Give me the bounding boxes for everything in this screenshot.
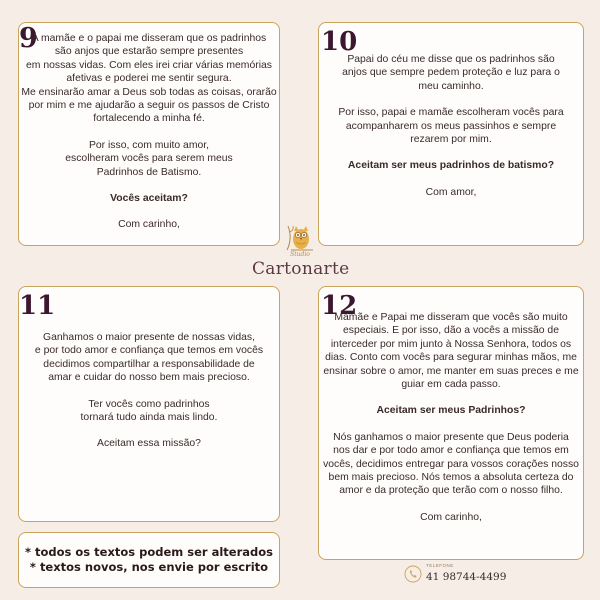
text-line: afetivas e poderei me sentir segura. bbox=[66, 73, 232, 85]
question-text: Aceitam ser meus Padrinhos? bbox=[376, 405, 526, 417]
text-line: são anjos que estarão sempre presentes bbox=[54, 46, 244, 58]
phone-number: 41 98744-4499 bbox=[426, 571, 507, 583]
note-line: * textos novos, nos envie por escrito bbox=[29, 560, 269, 574]
card-number: 9 bbox=[19, 23, 38, 54]
text-line: dias. Conto com vocês para segurar minhas mãos, me bbox=[325, 352, 577, 364]
text-line: ensinar sobre o amor, me manter em suas preces e me bbox=[323, 365, 579, 377]
text-line: e por todo amor e confiança que temos em vocês bbox=[34, 345, 264, 357]
text-line: Ter vocês como padrinhos bbox=[88, 398, 210, 410]
text-line: tornará tudo ainda mais lindo. bbox=[80, 412, 218, 424]
card-12 bbox=[318, 286, 584, 560]
text-line: interceder por mim junto à Nossa Senhora, todos os bbox=[330, 338, 572, 350]
card-number: 10 bbox=[321, 27, 358, 57]
text-line: especiais. E por isso, dão a vocês a missão de bbox=[342, 325, 559, 337]
text-line: Me ensinarão amar a Deus sob todas as coisas, orarão bbox=[21, 86, 277, 98]
phone-label: TELEFONE bbox=[426, 563, 454, 568]
text-line: decidimos compartilhar a responsabilidade de bbox=[43, 358, 255, 370]
text-line: anjos que sempre pedem proteção e luz para o bbox=[342, 67, 560, 79]
logo-script-text: Studio bbox=[290, 251, 310, 258]
text-line: meu caminho. bbox=[418, 80, 484, 92]
note-line: * todos os textos podem ser alterados bbox=[25, 545, 273, 559]
logo-name-text: Cartonarte bbox=[252, 259, 350, 279]
text-line: por mim e me ajudarão a seguir os passos de Cristo bbox=[28, 100, 270, 112]
card-text bbox=[319, 53, 583, 199]
card-9 bbox=[18, 22, 280, 246]
text-line: Papai do céu me disse que os padrinhos são bbox=[347, 54, 555, 65]
text-line: rezarem por mim. bbox=[410, 134, 492, 146]
text-line: Mamãe e Papai me disseram que vocês são muito bbox=[334, 312, 568, 323]
phone-contact[interactable] bbox=[402, 562, 512, 590]
text-line: Aceitam essa missão? bbox=[97, 438, 201, 450]
text-line: em nossas vidas. Com eles irei criar várias memórias bbox=[26, 59, 272, 71]
text-line: nos dar e por todo amor e confiança que temos em bbox=[333, 445, 569, 457]
text-line: bem mais precioso. Nós temos a absoluta certeza do bbox=[328, 472, 574, 484]
text-line: Por isso, com muito amor, bbox=[88, 139, 210, 151]
text-line: fortalecendo a minha fé. bbox=[93, 113, 205, 125]
text-line: vocês, decidimos entregar para vossos corações nosso bbox=[323, 458, 579, 470]
text-line: Padrinhos de Batismo. bbox=[96, 166, 202, 178]
studio-cartonarte-logo bbox=[252, 222, 348, 288]
card-text bbox=[19, 331, 279, 451]
text-line: A mamãe e o papai me disseram que os padrinhos bbox=[31, 33, 267, 44]
card-11 bbox=[18, 286, 280, 522]
card-10 bbox=[318, 22, 584, 246]
text-line: Com amor, bbox=[425, 186, 477, 198]
text-line: amar e cuidar do nosso bem mais precioso. bbox=[48, 372, 250, 384]
text-line: Por isso, papai e mamãe escolheram vocês para bbox=[338, 107, 564, 119]
card-text bbox=[19, 32, 279, 232]
card-text bbox=[319, 311, 583, 524]
text-line: escolheram vocês para serem meus bbox=[65, 153, 233, 165]
text-line: Com carinho, bbox=[420, 511, 482, 523]
question-text: Aceitam ser meus padrinhos de batismo? bbox=[347, 160, 555, 172]
text-line: amor e da proteção que terão com o nosso filho. bbox=[339, 485, 563, 497]
text-line: acompanharem os meus passinhos e sempre bbox=[345, 120, 557, 132]
text-line: Ganhamos o maior presente de nossas vidas, bbox=[43, 332, 255, 343]
text-line: Nós ganhamos o maior presente que Deus poderia bbox=[333, 431, 569, 443]
phone-icon bbox=[404, 565, 422, 583]
card-number: 11 bbox=[19, 291, 56, 321]
text-line: Com carinho, bbox=[118, 219, 180, 231]
question-text: Vocês aceitam? bbox=[110, 193, 188, 205]
card-number: 12 bbox=[321, 291, 358, 321]
owl-icon bbox=[283, 222, 317, 252]
note-box bbox=[18, 532, 280, 588]
text-line: guiar em cada passo. bbox=[401, 379, 501, 391]
